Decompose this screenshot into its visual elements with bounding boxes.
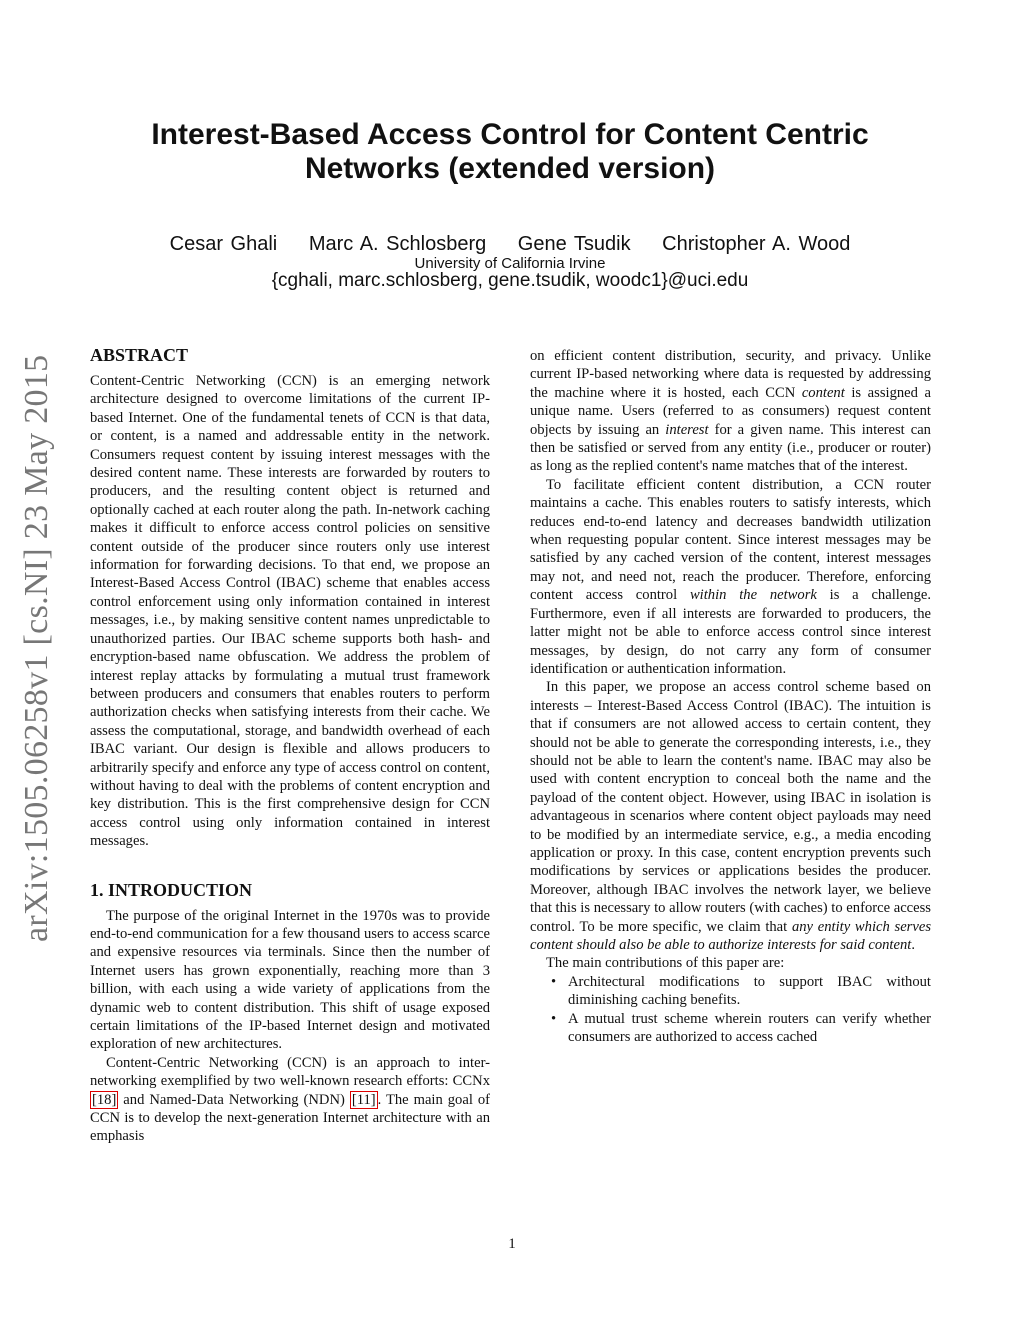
body-paragraph: on efficient content distribution, security, and privacy. Unlike current IP-based networking where data is requested by addressing the machine where it is hosted, each CCN content is assigned a unique name. Users (referred to as consumers) request content objects by issuing an interest for a given name. This interest can then be satisfied or served from any entity (i.e., producer or router) as long as the replied content's name matches that of the interest. (530, 348, 931, 475)
body-paragraph: The main contributions of this paper are: (546, 955, 785, 972)
affiliation: University of California Irvine (414, 255, 606, 272)
body-paragraph: To facilitate efficient content distribution, a CCN router maintains a cache. This enables routers to satisfy interests, which reduces end-to-end latency and decreases bandwidth utilization when requesting popular content. Since interest messages may be satisfied by any cached version of the content, interest messages may not, and need not, reach the producer. Therefore, enforcing content access control within the network is a challenge. Furthermore, even if all interests are forwarded to producers, the latter might not be able to enforce access control since interest messages, by design, do not carry any form of consumer identification or authentication information. (530, 476, 931, 677)
right-column (530, 347, 931, 1046)
bullet-icon: • (551, 1010, 557, 1027)
abstract-heading: ABSTRACT (90, 345, 189, 365)
intro-heading: 1. INTRODUCTION (90, 879, 253, 900)
page-number: 1 (508, 1236, 516, 1252)
author-name: Cesar Ghali (169, 233, 278, 255)
bullet-icon: • (551, 973, 557, 990)
body-paragraph: In this paper, we propose an access control scheme based on interests – Interest-Based Access Control (IBAC). The intuition is that if consumers are not allowed access to certain content, they should not be able to generate the corresponding interests, i.e., they should not be able to learn the content's name. IBAC may also be used with content encryption to conceal both the name and the payload of the content object. However, using IBAC in isolation is advantageous in scenarios where content object payloads may need to be modified by an intermediate service, e.g., a media encoding application or proxy. In this case, content encryption prevents such modifications by services or applications besides the producer. Moreover, although IBAC involves the network layer, we believe that this is necessary to allow routers (with caches) to enforce access control. To be more specific, we claim that any entity which serves content should also be able to authorize interests for said content. (530, 679, 931, 953)
author-emails: {cghali, marc.schlosberg, gene.tsudik, woodc1}@uci.edu (271, 270, 749, 291)
citation-link[interactable]: [18] (92, 1091, 117, 1108)
list-item: • Architectural modifications to support IBAC without diminishing caching benefits. (551, 973, 931, 1009)
paper-title: Interest-Based Access Control for Content Centric Networks (extended version) (151, 118, 869, 185)
arxiv-identifier: arXiv:1505.06258v1 [cs.NI] 23 May 2015 (18, 354, 55, 942)
author-name: Marc A. Schlosberg (308, 233, 487, 255)
abstract-text: Content-Centric Networking (CCN) is an emerging network architecture designed to overcome limitations of the current IP-based Internet. One of the fundamental tenets of CCN is that data, or content, is a named and addressable entity in the network. Consumers request content by issuing interest messages with the desired content name. These interests are forwarded by routers to producers, and the resulting content object is returned and optionally cached at each router along the path. In-network caching makes it difficult to enforce access control policies on sensitive content outside of the producer since routers only use interest information for forwarding decisions. To that end, we propose an Interest-Based Access Control (IBAC) scheme that enables access control enforcement using only information contained in interest messages, i.e., by making sensitive content names unpredictable to unauthorized parties. Our IBAC scheme supports both hash- and encryption-based name obfuscation. We address the problem of interest replay attacks by formulating a mutual trust framework between producers and consumers that enables routers to perform authorization checks when satisfying interests from their cache. We assess the computational, storage, and bandwidth overhead of each IBAC variant. Our design is flexible and allows producers to arbitrarily specify and enforce any type of access control on content, without having to deal with the problems of content encryption and key distribution. This is the first comprehensive design for CCN access control using only information contained in interest messages. (90, 373, 490, 850)
list-item: • A mutual trust scheme wherein routers can verify whether consumers are authorized to access cached (551, 1010, 931, 1046)
contributions-list (530, 973, 931, 1047)
author-name: Christopher A. Wood (662, 233, 851, 255)
left-column (90, 344, 490, 1146)
intro-paragraph: Content-Centric Networking (CCN) is an approach to inter-networking exemplified by two well-known research efforts: CCNx [18] and Named-Data Networking (NDN) [11] . The main goal of CCN is to develop the next-generation Internet architecture with an emphasis (90, 1054, 490, 1145)
intro-paragraph: The purpose of the original Internet in the 1970s was to provide end-to-end communication for a few thousand users to access scarce and expensive resources via terminals. Since then the number of Internet users has grown exponentially, reaching more than 3 billion, with each using a wide variety of applications from the dynamic web to content distribution. This shift of usage exposed certain limitations of the IP-based Internet design and motivated exploration of new architectures. (90, 907, 490, 1053)
author-list (100, 232, 920, 256)
author-name: Gene Tsudik (517, 233, 631, 255)
citation-link[interactable]: [11] (351, 1091, 376, 1108)
